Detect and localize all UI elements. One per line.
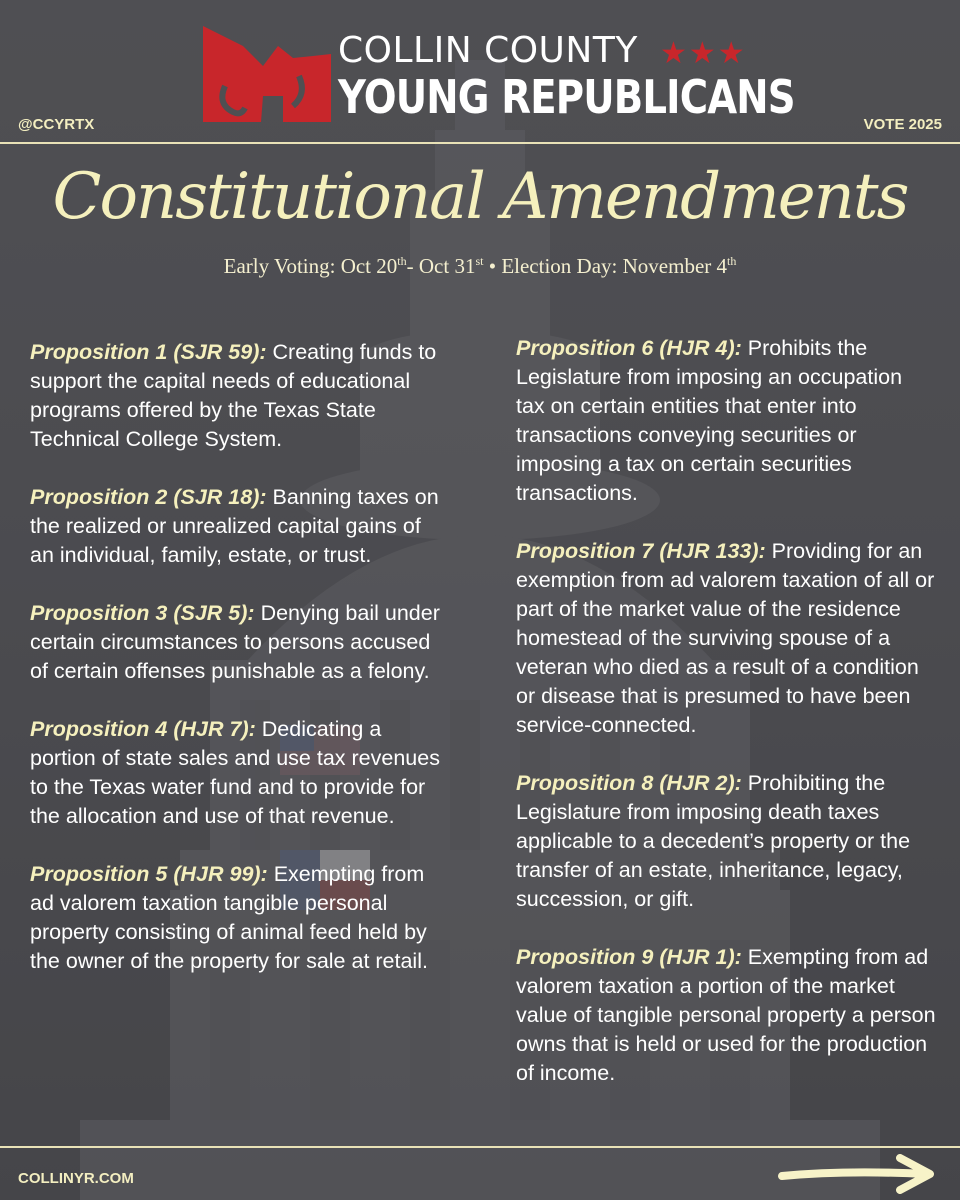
proposition-label: Proposition 9 (HJR 1): (516, 945, 742, 969)
top-divider (0, 142, 960, 144)
proposition-label: Proposition 5 (HJR 99): (30, 862, 268, 886)
proposition-text: Dedicating a portion of state sales and use tax revenues to the Texas water fund and to provide for the allocation and use of that revenue. (30, 717, 440, 828)
proposition-label: Proposition 7 (HJR 133): (516, 539, 766, 563)
brand-name-line1: COLLIN COUNTY (338, 30, 638, 71)
election-day-suffix: th (727, 254, 737, 268)
bullet-separator: • (488, 254, 497, 278)
proposition-label: Proposition 2 (SJR 18): (30, 485, 267, 509)
propositions-left-column (30, 338, 450, 976)
proposition-text: Exempting from ad valorem taxation tangible personal property consisting of animal feed held by the owner of the property for sale at retail. (30, 862, 428, 973)
proposition-label: Proposition 4 (HJR 7): (30, 717, 256, 741)
proposition-item (30, 338, 450, 454)
proposition-item (516, 769, 936, 914)
proposition-item (30, 599, 450, 686)
early-voting-start-suffix: th (397, 254, 407, 268)
proposition-item (516, 537, 936, 740)
proposition-text: Prohibits the Legislature from imposing an occupation tax on certain entities that enter into transactions conveying securities or imposing a tax on certain securities transactions. (516, 336, 903, 505)
early-voting-end-suffix: st (475, 254, 484, 268)
website-link[interactable]: COLLINYR.COM (18, 1170, 134, 1187)
arrow-right-icon[interactable] (776, 1154, 936, 1194)
proposition-text: Creating funds to support the capital needs of educational programs offered by the Texas State Technical College System. (30, 340, 437, 451)
proposition-label: Proposition 6 (HJR 4): (516, 336, 742, 360)
proposition-text: Prohibiting the Legislature from imposing death taxes applicable to a decedent’s property or the transfer of an estate, inheritance, legacy, succession, or gift. (516, 771, 911, 911)
proposition-text: Providing for an exemption from ad valorem taxation of all or part of the market value of the residence homestead of the surviving spouse of a veteran who died as a result of a condition or disease that is presumed to have been service-connected. (516, 539, 935, 737)
social-handle: @CCYRTX (18, 116, 95, 133)
elephant-logo-icon (203, 26, 331, 122)
election-day: Election Day: November 4 (501, 254, 728, 278)
bottom-divider (0, 1146, 960, 1148)
brand-name-line2: YOUNG REPUBLICANS (338, 70, 795, 124)
vote-year-label: VOTE 2025 (863, 116, 942, 133)
proposition-item (516, 334, 936, 508)
proposition-text: Banning taxes on the realized or unrealized capital gains of an individual, family, estate, or trust. (30, 485, 439, 567)
proposition-label: Proposition 8 (HJR 2): (516, 771, 742, 795)
proposition-text: Exempting from ad valorem taxation a portion of the market value of tangible personal property a person owns that is held or used for the production of income. (516, 945, 936, 1085)
proposition-label: Proposition 3 (SJR 5): (30, 601, 255, 625)
propositions-right-column (516, 334, 936, 1088)
proposition-item (30, 483, 450, 570)
proposition-text: Denying bail under certain circumstances to persons accused of certain offenses punishable as a felony. (30, 601, 440, 683)
proposition-item (516, 943, 936, 1088)
early-voting-start: Early Voting: Oct 20 (223, 254, 398, 278)
voting-dates (0, 254, 960, 279)
stars-icon: ★★★ (660, 37, 747, 70)
proposition-item (30, 715, 450, 831)
early-voting-end: - Oct 31 (406, 254, 476, 278)
page-title: Constitutional Amendments (52, 160, 908, 234)
proposition-label: Proposition 1 (SJR 59): (30, 340, 267, 364)
proposition-item (30, 860, 450, 976)
